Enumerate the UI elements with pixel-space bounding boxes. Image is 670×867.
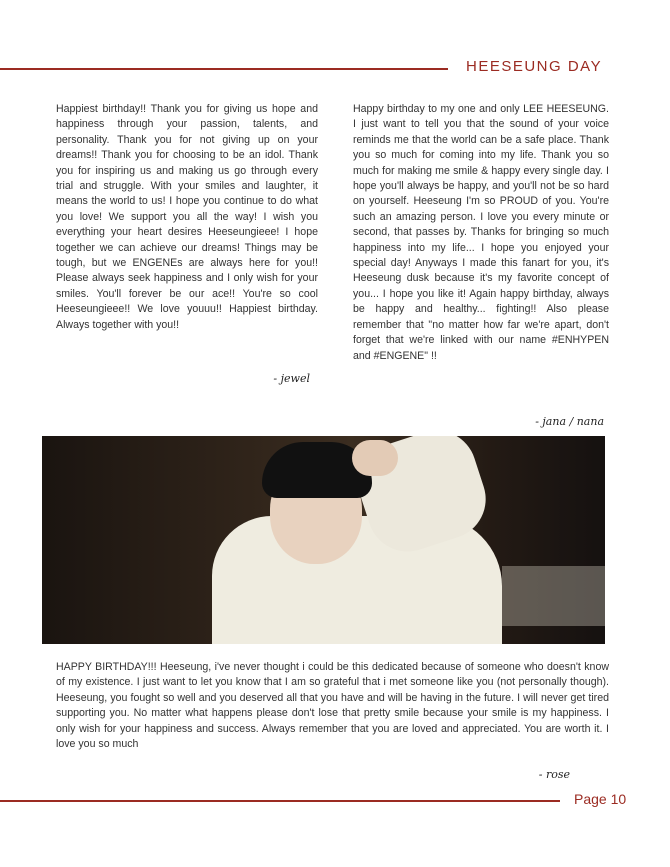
letter-bottom-text: HAPPY BIRTHDAY!!! Heeseung, i've never thought i could be this dedicated because of someone who doesn't know of my existence. I just want to let you know that I am so grateful that i met someone like you (not personally though). Heeseung, you fought so well and you deserved all that you have and will be having in the future. I will never get tired supporting you. No matter what happens please don't lose that pretty smile because your smile is my happiness. I only wish for your happiness and success. Always remember that you are loved and appreciated. You are worth it. I love you so much (56, 661, 609, 751)
photo-background-light (502, 566, 605, 626)
page-title: HEESEUNG DAY (466, 58, 603, 75)
letter-left-signature: - jewel (273, 372, 310, 385)
portrait-photo (42, 436, 605, 644)
footer-rule (0, 800, 560, 802)
photo-hand (352, 440, 398, 476)
letter-left-text: Happiest birthday!! Thank you for giving us hope and happiness through your passion, talents, and personality. Thank you for not giving up on your dreams!! Thank you for choosing to be an idol. Thank you for inspiring us and making us go through every trial and struggle. With your smiles and laughter, it means the world to us! I hope you continue to do what you love! We support you all the way! I wish you everything your heart desires Heeseungieee! I hope together we can achieve our dreams! Things may be tough, but we ENGENEs are always here for you!! Please always seek happiness and I only wish for your smiles. You'll forever be our ace!! You're so cool Heeseungieee!! We love youuu!! Happiest birthday. Always together with you!! (56, 103, 318, 331)
letter-right-text: Happy birthday to my one and only LEE HEESEUNG. I just want to tell you that the sound of your voice reminds me that the world can be a safe place. Thank you so much for coming into my life. Thank you so much for making me smile & happy every single day. I hope you'll always be happy, and you'll not be so hard on yourself. Heeseung I'm so PROUD of you. You're such an amazing person. I love you every minute or second, that passes by. Thanks for bringing so much happiness into my life... I hope you enjoyed your special day! Anyways I made this fanart for you, it's Heeseung dusk because it's my favorite concept of you... I hope you like it! Again happy birthday, always be happy and healthy... fighting!! Also please remember that "no matter how far we're apart, don't forget that we're linked with our name #ENHYPEN and #ENGENE" !! (353, 103, 609, 362)
letter-right-signature: - jana / nana (535, 415, 604, 428)
page-number: Page 10 (574, 791, 627, 807)
letter-bottom-signature: - rose (538, 768, 570, 781)
header-rule (0, 68, 448, 70)
